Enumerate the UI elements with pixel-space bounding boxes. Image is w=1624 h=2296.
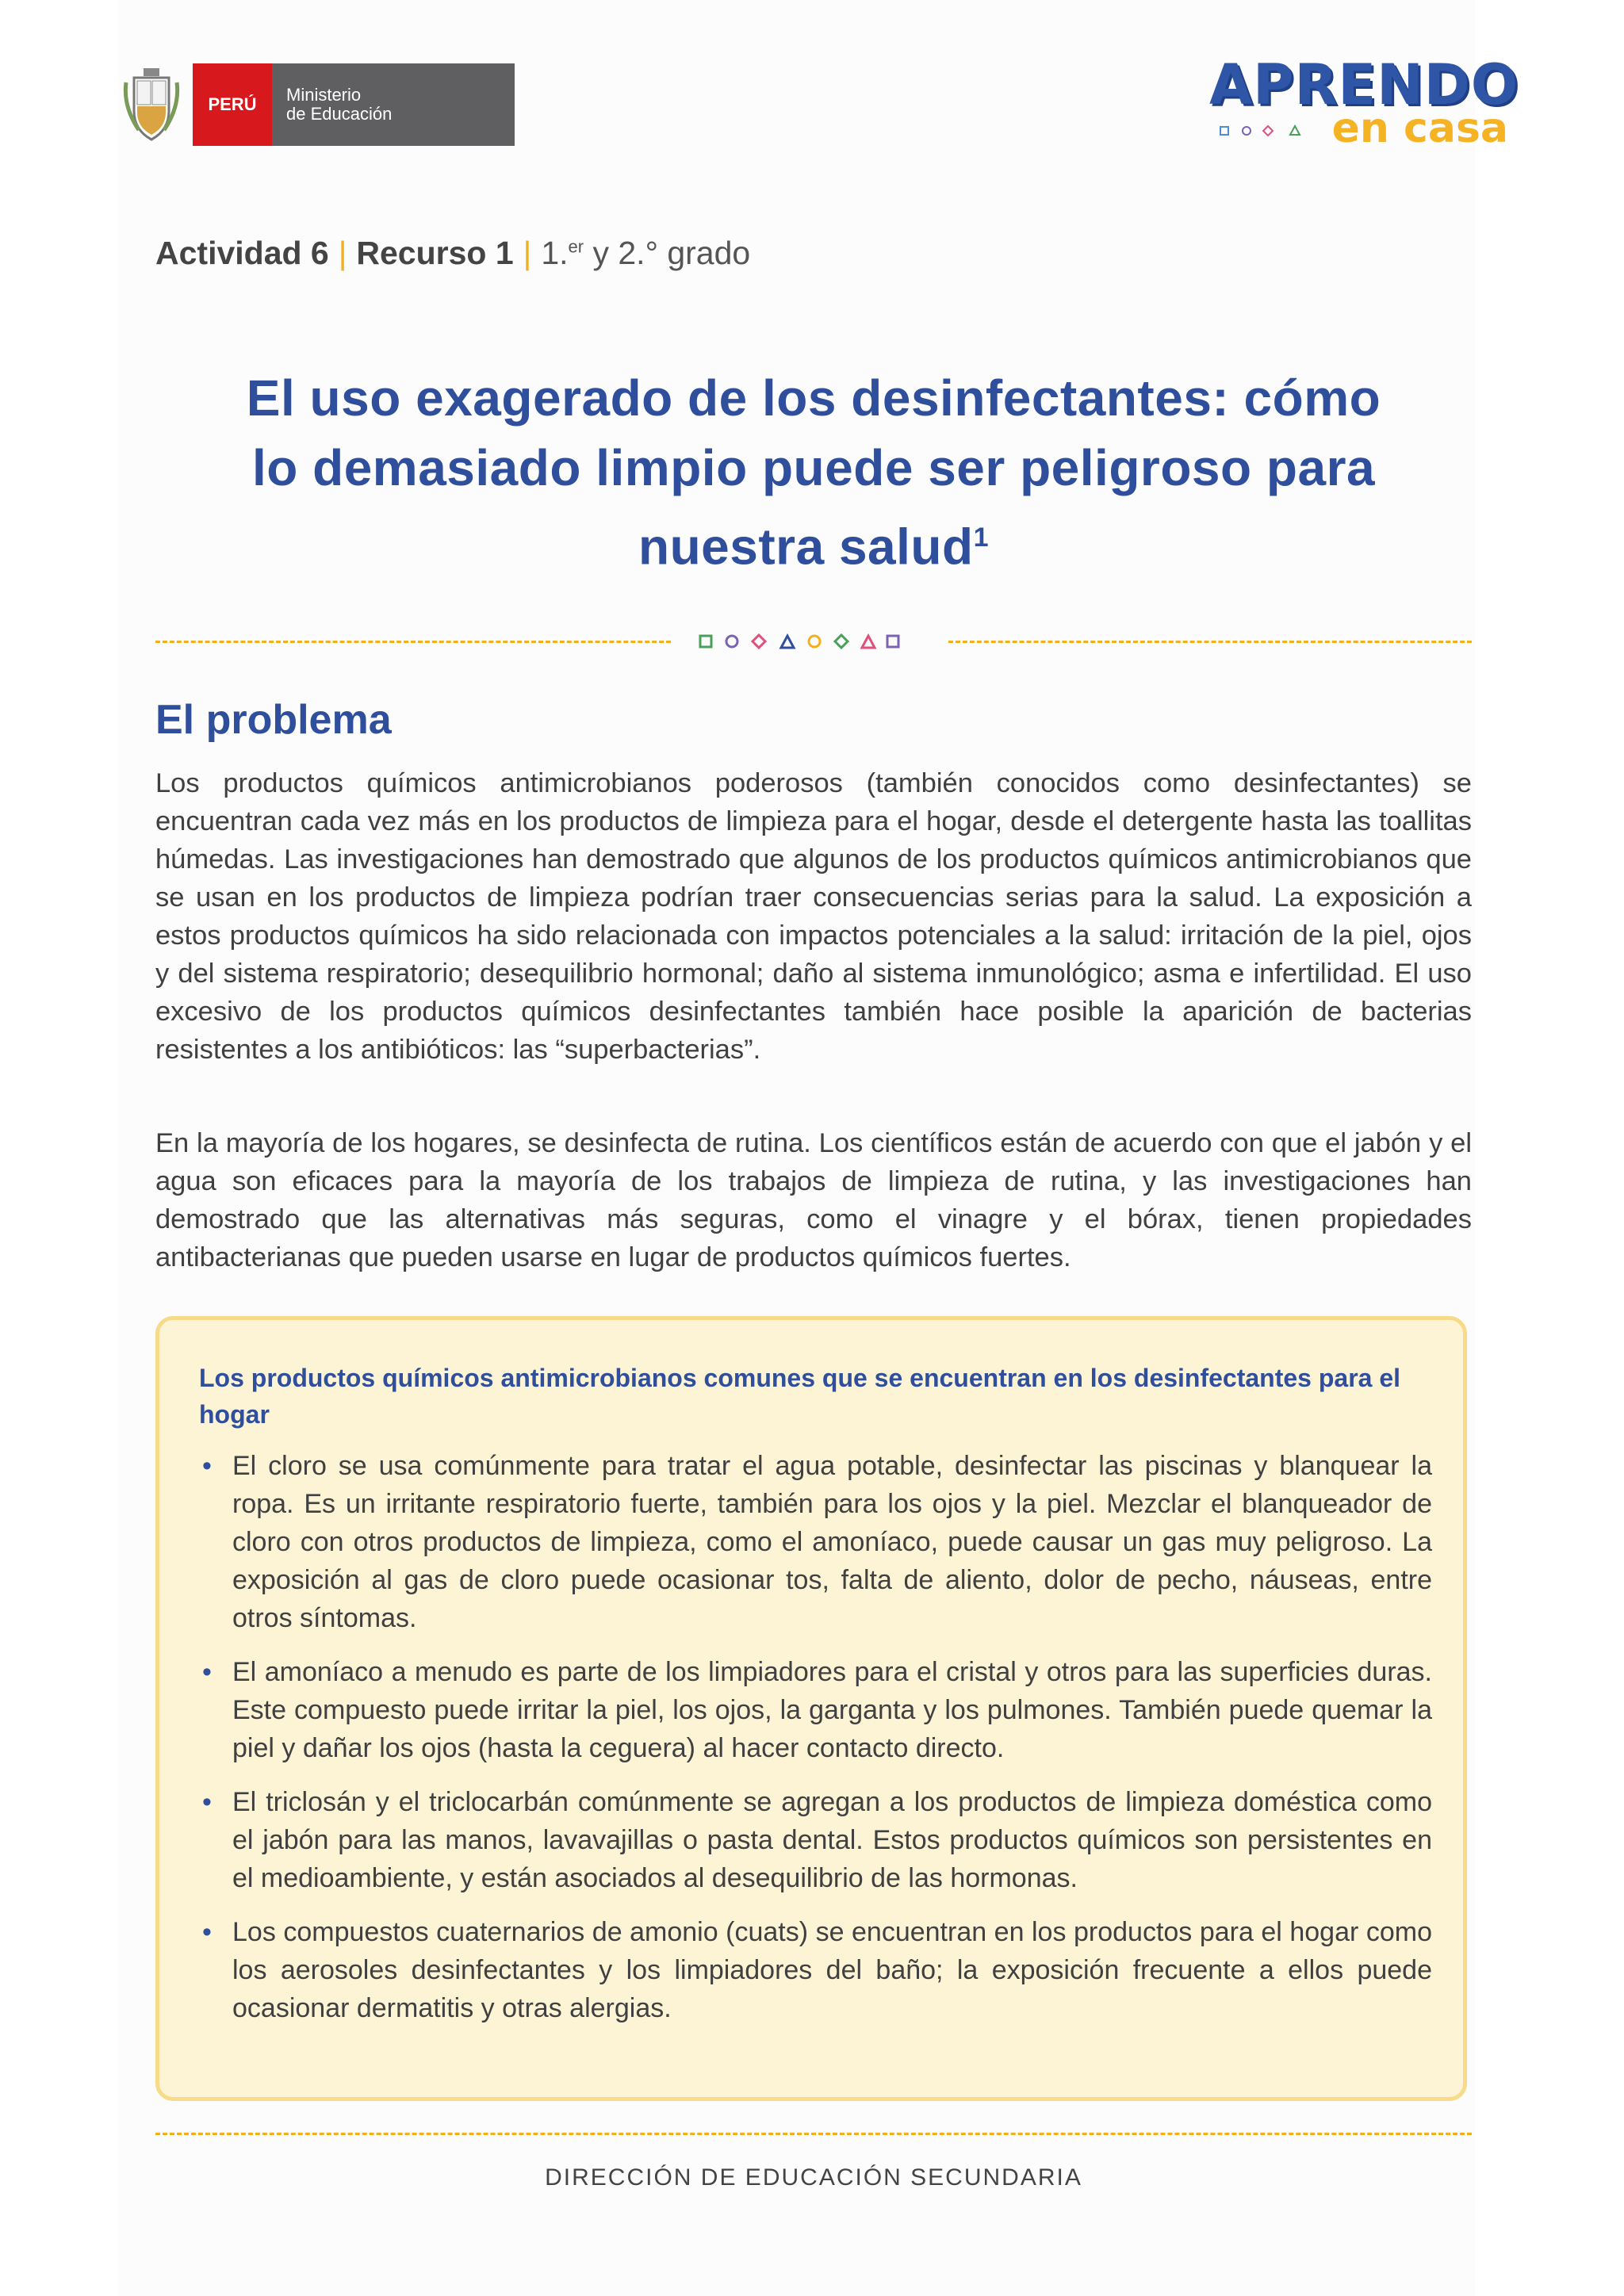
title-line-3: nuestra salud bbox=[638, 518, 974, 576]
shapes-icon bbox=[1219, 122, 1338, 141]
list-item-text: Los compuestos cuaternarios de amonio (cuats) se encuentran en los productos para el hogar como los aerosoles desinfectantes y los limpiadores del baño; la exposición frecuente a ellos puede ocasionar dermatitis y otras alergias. bbox=[232, 1917, 1432, 2023]
bullet-icon: • bbox=[202, 1917, 212, 1947]
title-footnote: 1 bbox=[973, 522, 990, 553]
ministry-name bbox=[272, 63, 515, 146]
resource-label: Recurso 1 bbox=[356, 235, 514, 271]
peru-label: PERÚ bbox=[193, 63, 272, 146]
section-heading: El problema bbox=[155, 697, 392, 743]
dashed-line bbox=[155, 641, 671, 643]
brand-subtitle: en casa bbox=[1331, 105, 1508, 152]
aprendo-en-casa-logo bbox=[1209, 52, 1519, 152]
list-item bbox=[199, 1653, 1432, 1767]
list-item-text: El cloro se usa comúnmente para tratar el agua potable, desinfectar las piscinas y blanquear la ropa. Es un irritante respiratorio fuerte, también para los ojos y la piel. Mezclar el blanqueador de cloro con otros productos de limpieza, como el amoníaco, puede causar un gas muy peligroso. La exposición al gas de cloro puede ocasionar tos, falta de aliento, dolor de pecho, náuseas, entre otros síntomas. bbox=[232, 1451, 1432, 1633]
decorative-divider bbox=[155, 628, 1472, 655]
info-box-title: Los productos químicos antimicrobianos comunes que se encuentran en los desinfectantes para el hogar bbox=[199, 1364, 1401, 1429]
title-line-2: lo demasiado limpio puede ser peligroso para bbox=[251, 439, 1376, 496]
info-box bbox=[155, 1316, 1467, 2101]
chemicals-list bbox=[199, 1447, 1432, 2043]
title-line-1: El uso exagerado de los desinfectantes: cómo bbox=[246, 369, 1381, 427]
list-item bbox=[199, 1447, 1432, 1637]
separator: | bbox=[523, 235, 532, 271]
paragraph: En la mayoría de los hogares, se desinfecta de rutina. Los científicos están de acuerdo con que el jabón y el agua son eficaces para la mayoría de los trabajos de limpieza de rutina, y las investigaciones han demostrado que las alternativas más seguras, como el vinagre y el bórax, tienen propiedades antibacterianas que pueden usarse en lugar de productos químicos fuertes. bbox=[155, 1128, 1472, 1272]
footer-divider bbox=[155, 2133, 1472, 2135]
ministry-line-2: de Educación bbox=[286, 104, 393, 124]
breadcrumb bbox=[155, 235, 750, 272]
ministry-logo bbox=[123, 63, 519, 146]
separator: | bbox=[338, 235, 347, 271]
activity-label: Actividad 6 bbox=[155, 235, 329, 271]
geometric-shapes-icon bbox=[699, 628, 929, 655]
coat-of-arms-icon bbox=[123, 67, 180, 143]
grade-superscript: er bbox=[568, 236, 584, 257]
page-title bbox=[155, 363, 1472, 581]
list-item bbox=[199, 1913, 1432, 2027]
paragraph: Los productos químicos antimicrobianos poderosos (también conocidos como desinfectantes) se encuentran cada vez más en los productos de limpieza para el hogar, desde el detergente hasta las toallitas húmedas. Las investigaciones han demostrado que algunos de los productos químicos antimicrobianos que se usan en los productos de limpieza podrían traer consecuencias serias para la salud. La exposición a estos productos químicos ha sido relacionada con impactos potenciales a la salud: irritación de la piel, ojos y del sistema respiratorio; desequilibrio hormonal; daño al sistema inmunológico; asma e infertilidad. El uso excesivo de los productos químicos desinfectantes también hace posible la aparición de bacterias resistentes a los antibióticos: las “superbacterias”. bbox=[155, 768, 1472, 1065]
bullet-icon: • bbox=[202, 1451, 212, 1481]
list-item-text: El amoníaco a menudo es parte de los limpiadores para el cristal y otros para las superficies duras. Este compuesto puede irritar la piel, los ojos, la garganta y los pulmones. También puede quemar la piel y dañar los ojos (hasta la ceguera) al hacer contacto directo. bbox=[232, 1657, 1432, 1763]
ministry-line-1: Ministerio bbox=[286, 85, 362, 105]
bullet-icon: • bbox=[202, 1657, 212, 1687]
bullet-icon: • bbox=[202, 1787, 212, 1817]
brand-title: APRENDO bbox=[1209, 52, 1519, 117]
dashed-line bbox=[948, 641, 1472, 643]
footer-text: DIRECCIÓN DE EDUCACIÓN SECUNDARIA bbox=[545, 2164, 1082, 2191]
list-item bbox=[199, 1783, 1432, 1897]
list-item-text: El triclosán y el triclocarbán comúnmente se agregan a los productos de limpieza doméstica como el jabón para las manos, lavavajillas o pasta dental. Estos productos químicos son persistentes en el medioambiente, y están asociados al desequilibrio de las hormonas. bbox=[232, 1787, 1432, 1893]
grade-rest: y 2.° grado bbox=[592, 235, 751, 271]
grade-prefix: 1. bbox=[541, 235, 569, 271]
